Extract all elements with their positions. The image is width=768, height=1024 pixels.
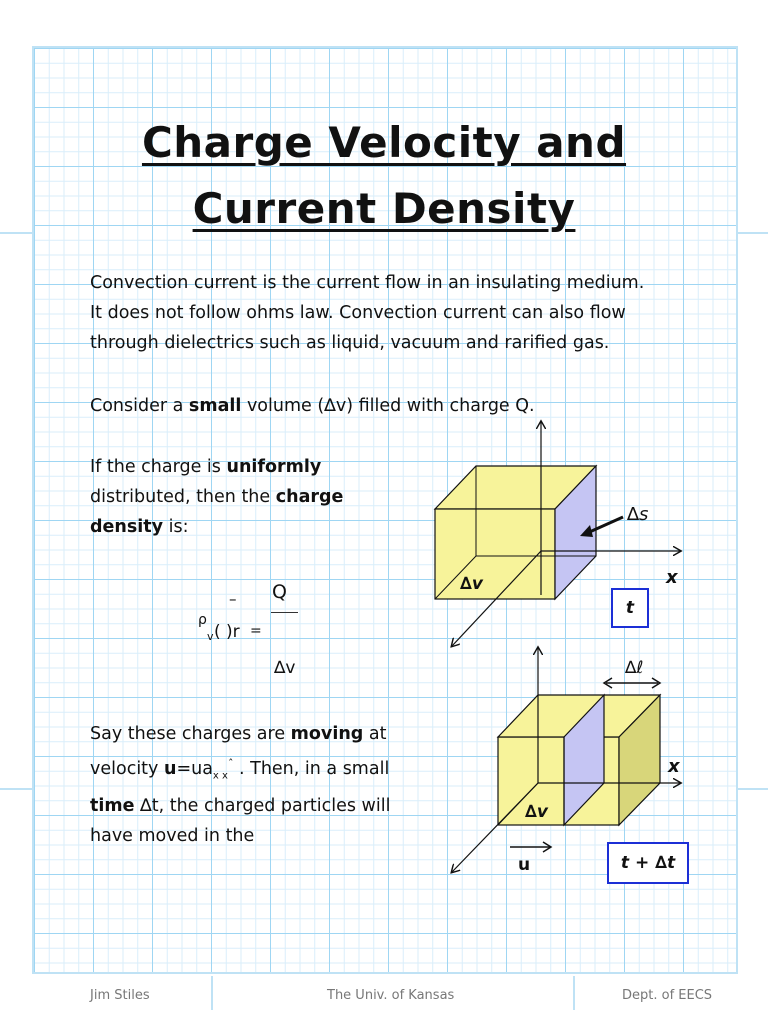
- eq-numerator: Q: [272, 581, 287, 603]
- moving-paragraph: [90, 719, 420, 851]
- footer-divider-left: [211, 976, 213, 1010]
- cube1-ds-label: ∆s: [627, 504, 649, 525]
- uniform-text-3b: is:: [163, 517, 189, 537]
- footer-divider-right: [573, 976, 575, 1010]
- moving-bold-1b: moving: [290, 724, 364, 744]
- moving-text-1c: at: [363, 724, 387, 744]
- consider-text-c: volume (∆v) filled with charge Q.: [241, 396, 535, 416]
- uniform-paragraph: [90, 452, 343, 542]
- moving-text-2a: velocity: [90, 758, 164, 779]
- eq-argument: ( )r: [214, 622, 240, 642]
- intro-line-2: It does not follow ohms law. Convection current can also flow: [90, 303, 626, 323]
- cube1-front-face: [435, 509, 555, 599]
- eq-equals: =: [250, 623, 262, 639]
- eq-sub-v: v: [207, 630, 214, 643]
- figure-cube-t: [420, 410, 720, 660]
- moving-bold-u: u: [163, 758, 177, 779]
- page-title-line-1: Charge Velocity and: [141, 118, 627, 167]
- moving-text-1a: Say these charges are: [90, 724, 291, 744]
- intro-paragraph: [90, 268, 644, 358]
- eq-fraction-bar: [271, 612, 298, 613]
- moving-text-3b: ∆t, the charged particles will: [134, 796, 391, 817]
- eq-rho: ρ: [198, 612, 207, 628]
- moving-sub-x: x x: [212, 770, 228, 782]
- uniform-bold-1b: uniformly: [226, 457, 322, 477]
- moving-text-2f: . Then, in a small: [233, 758, 390, 779]
- cube1-x-label: x: [666, 567, 678, 588]
- uniform-line-2: [90, 482, 343, 512]
- eq-denominator: ∆v: [274, 658, 296, 678]
- moving-line-1: [90, 719, 420, 749]
- footer-department: Dept. of EECS: [622, 988, 713, 1003]
- moving-line-4: have moved in the: [90, 826, 255, 847]
- moving-text-2c: =ua: [176, 758, 213, 779]
- intro-line-3: through dielectrics such as liquid, vacuum and rarified gas.: [90, 333, 610, 353]
- grid-bleed-right-lower: [736, 788, 768, 790]
- page-title-line-2: Current Density: [192, 184, 576, 233]
- velocity-u-label: u: [518, 855, 531, 875]
- moving-line-2: [90, 749, 420, 791]
- consider-text-a: Consider a: [90, 396, 189, 416]
- footer-author: Jim Stiles: [90, 988, 150, 1003]
- time-t-box: t: [611, 588, 649, 628]
- consider-bold-small: small: [188, 396, 242, 416]
- uniform-line-1: [90, 452, 343, 482]
- moving-line-3: [90, 791, 420, 821]
- cube2-x-label: x: [668, 756, 680, 777]
- moving-bold-time: time: [90, 796, 135, 817]
- time-t-plus-dt-box: t + ∆t: [607, 842, 689, 884]
- uniform-text-2a: distributed, then the: [90, 487, 276, 507]
- uniform-line-3: [90, 512, 343, 542]
- moving-hat: ˆ: [227, 757, 234, 770]
- cube2-dv-label: ∆v: [525, 802, 548, 822]
- uniform-bold-3a: density: [90, 517, 164, 537]
- footer-university: The Univ. of Kansas: [327, 988, 455, 1003]
- cube2-dl-label: ∆ℓ: [625, 658, 644, 678]
- cube1-dv-label: ∆v: [460, 574, 483, 594]
- grid-bleed-left-lower: [0, 788, 34, 790]
- uniform-bold-2b: charge: [275, 487, 344, 507]
- eq-bar: –: [229, 590, 237, 608]
- intro-line-1: Convection current is the current flow in an insulating medium.: [90, 273, 645, 293]
- uniform-text-1a: If the charge is: [90, 457, 227, 477]
